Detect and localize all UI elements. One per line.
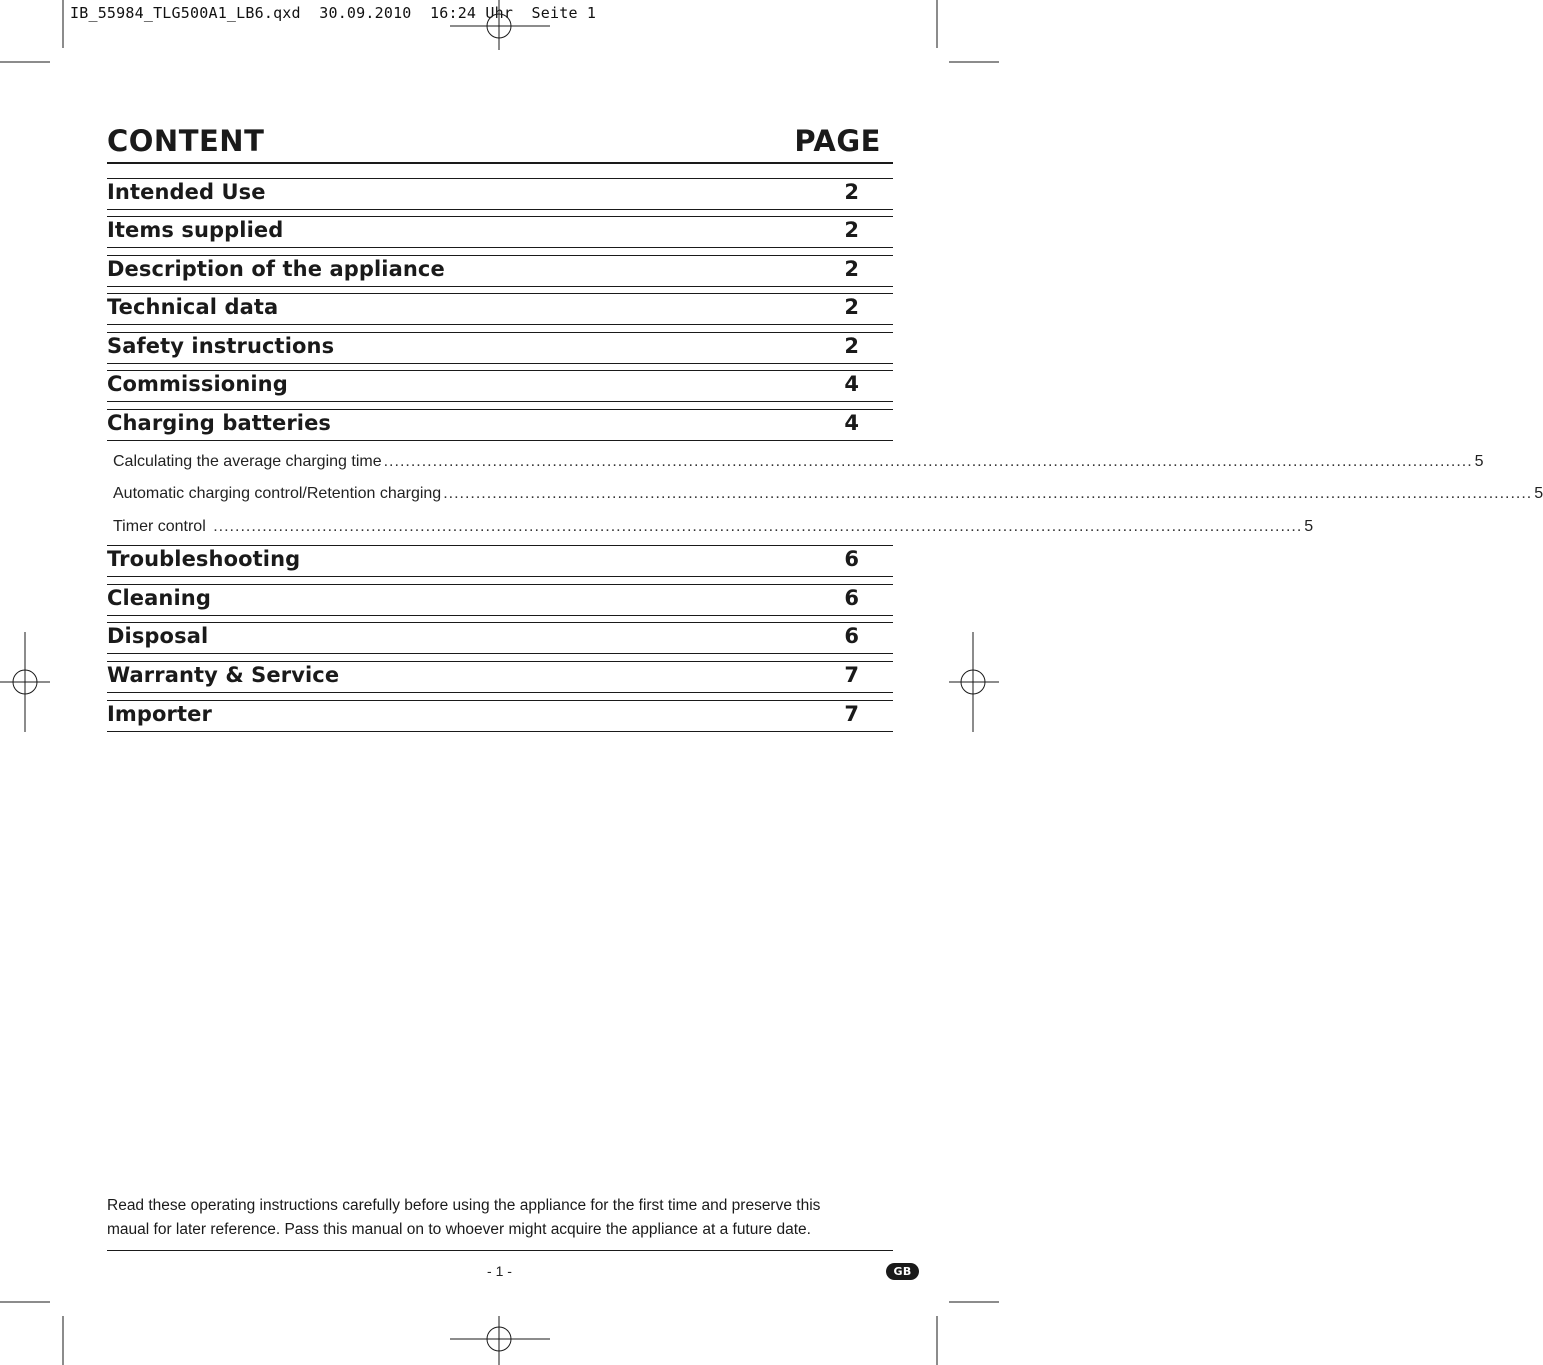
toc-entry-intended-use[interactable]: [107, 178, 893, 210]
toc-entry-page: 7: [844, 663, 859, 687]
toc-entry-technical-data[interactable]: [107, 293, 893, 325]
toc-entry-page: 2: [844, 257, 859, 281]
registration-mark-top: [450, 0, 550, 50]
toc-entry-title: Items supplied: [107, 218, 284, 242]
dot-leader: ........................................................................................................................................................................................................: [207, 518, 1303, 535]
reading-notice-line-2: maual for later reference. Pass this manual on to whoever might acquire the appliance at a future date.: [107, 1221, 811, 1238]
toc-entry-title: Intended Use: [107, 180, 266, 204]
toc-entry-page: 2: [844, 180, 859, 204]
toc-entry-title: Disposal: [107, 624, 209, 648]
reading-notice-line-1: Read these operating instructions carefully before using the appliance for the first time and preserve this: [107, 1197, 821, 1214]
toc-entry-page: 4: [844, 372, 859, 396]
toc-entry-importer[interactable]: [107, 700, 893, 732]
toc-subentry-title: Calculating the average charging time: [113, 453, 382, 470]
dot-leader: ........................................................................................................................................................................................................: [383, 453, 1473, 470]
reading-notice: [107, 1194, 893, 1242]
page-number: - 1 -: [487, 1263, 512, 1279]
toc-entry-title: Warranty & Service: [107, 663, 340, 687]
toc-entry-page: 2: [844, 334, 859, 358]
toc-entry-page: 7: [844, 702, 859, 726]
language-badge: GB: [886, 1263, 919, 1280]
toc-entry-items-supplied[interactable]: [107, 216, 893, 248]
toc-entry-warranty-service[interactable]: [107, 661, 893, 693]
page-heading: PAGE: [794, 124, 881, 158]
toc-entry-page: 2: [844, 218, 859, 242]
content-heading: CONTENT: [107, 124, 265, 158]
toc-entry-safety-instructions[interactable]: [107, 332, 893, 364]
toc-entry-charging-batteries[interactable]: [107, 409, 893, 441]
toc-subentry-automatic-charging-control[interactable]: [107, 479, 1543, 503]
toc-entry-title: Commissioning: [107, 372, 288, 396]
toc-entry-description[interactable]: [107, 255, 893, 287]
toc-entry-page: 4: [844, 411, 859, 435]
toc-entry-title: Safety instructions: [107, 334, 335, 358]
toc-entry-title: Technical data: [107, 295, 279, 319]
toc-subentry-average-charging-time[interactable]: [107, 447, 1484, 471]
footer-divider: [107, 1250, 893, 1251]
toc-entry-troubleshooting[interactable]: [107, 545, 893, 577]
toc-entry-page: 6: [844, 547, 859, 571]
toc-entry-title: Cleaning: [107, 586, 211, 610]
toc-entry-cleaning[interactable]: [107, 584, 893, 616]
toc-entry-commissioning[interactable]: [107, 370, 893, 402]
dot-leader: ........................................................................................................................................................................................................: [443, 485, 1533, 502]
toc-heading-row: [107, 122, 893, 164]
toc-subentry-page: 5: [1474, 453, 1484, 470]
toc-entry-disposal[interactable]: [107, 622, 893, 654]
registration-mark-bottom: [450, 1316, 550, 1365]
toc-entry-page: 2: [844, 295, 859, 319]
toc-entry-title: Importer: [107, 702, 212, 726]
toc-subentry-title: Timer control: [113, 518, 206, 535]
toc-subentry-title: Automatic charging control/Retention charging: [113, 485, 442, 502]
toc-subentry-page: 5: [1534, 485, 1543, 502]
registration-mark-right: [949, 632, 999, 732]
toc-entry-page: 6: [844, 586, 859, 610]
toc-entry-page: 6: [844, 624, 859, 648]
toc-entry-title: Charging batteries: [107, 411, 332, 435]
print-slug: IB_55984_TLG500A1_LB6.qxd 30.09.2010 16:24 Uhr Seite 1: [70, 4, 597, 22]
toc-subentry-page: 5: [1304, 518, 1314, 535]
toc-subentry-timer-control[interactable]: [107, 512, 1314, 536]
toc-entry-title: Description of the appliance: [107, 257, 445, 281]
toc-entry-title: Troubleshooting: [107, 547, 301, 571]
registration-mark-left: [0, 632, 50, 732]
